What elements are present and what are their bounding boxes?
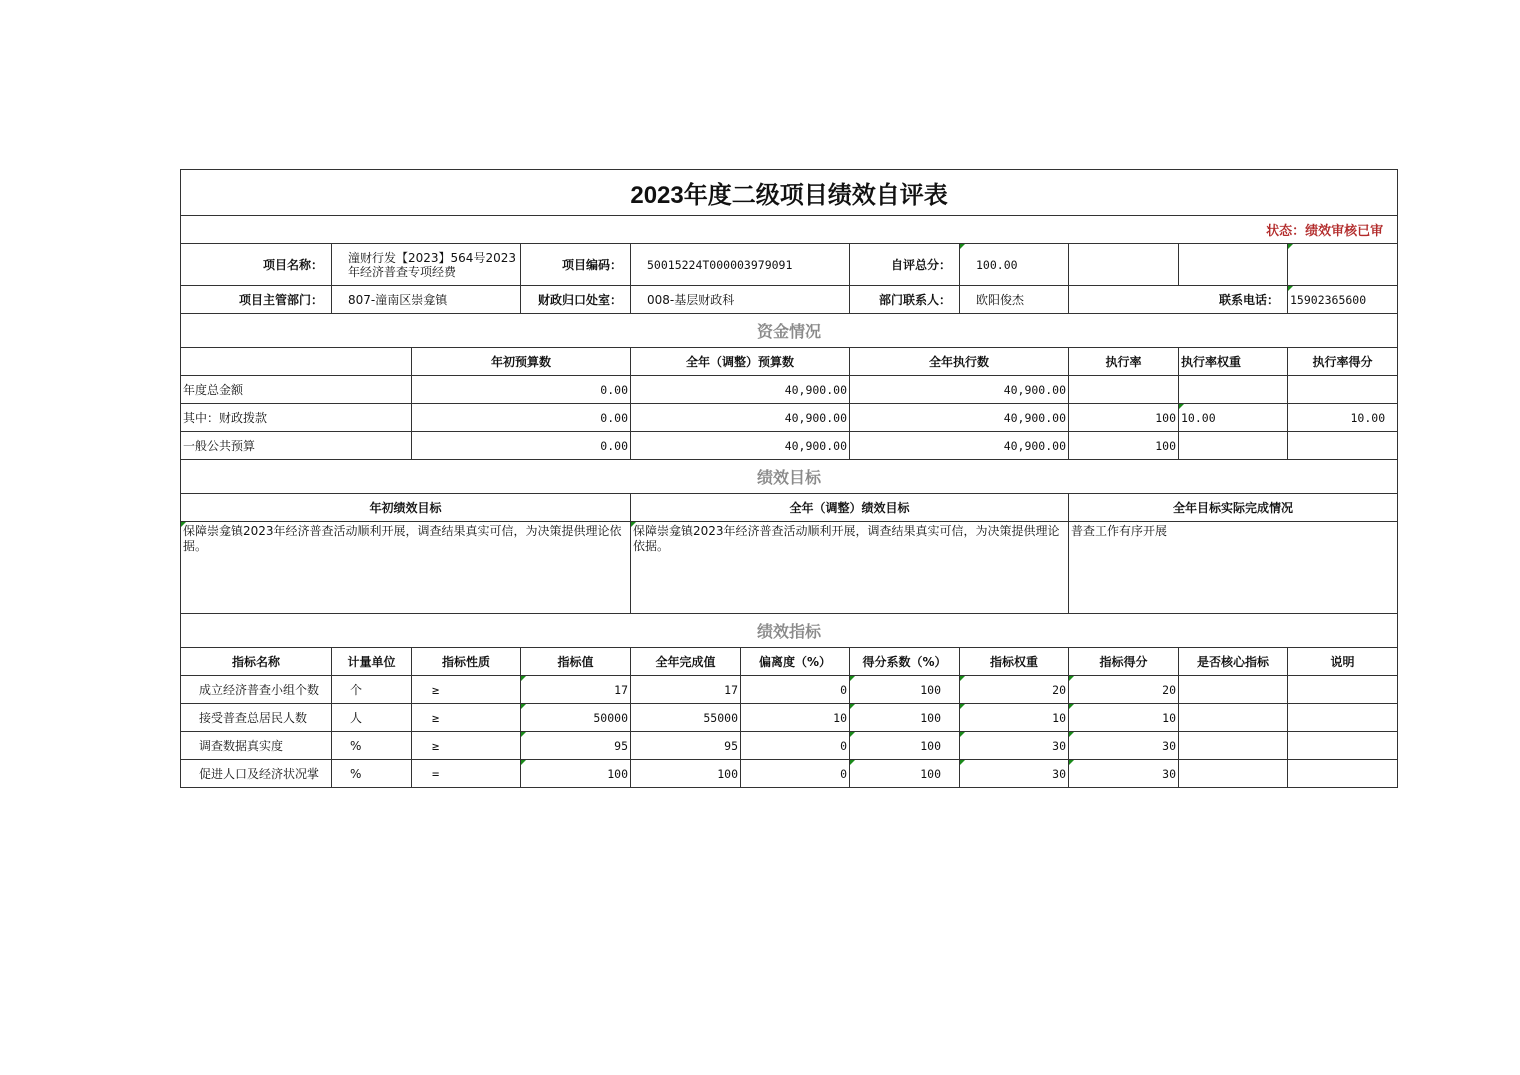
indicator-header: 是否核心指标: [1179, 648, 1288, 676]
table-row: [181, 732, 1398, 760]
table-row: [181, 376, 1398, 404]
funds-row-label: 其中：财政拨款: [181, 404, 412, 432]
indicator-core: [1179, 704, 1288, 732]
indicator-actual: 55000: [631, 704, 741, 732]
table-row: [181, 404, 1398, 432]
finance-office-label: 财政归口处室：: [521, 286, 631, 314]
indicator-header: 全年完成值: [631, 648, 741, 676]
funds-row-label: 年度总金额: [181, 376, 412, 404]
indicator-coef: 100: [850, 676, 960, 704]
status-badge: 状态：绩效审核已审: [181, 216, 1398, 244]
indicator-coef: 100: [850, 704, 960, 732]
indicator-nature: =: [412, 760, 521, 788]
indicator-nature: ≥: [412, 676, 521, 704]
indicator-unit: %: [332, 760, 412, 788]
funds-adjusted: 40,900.00: [631, 404, 850, 432]
funds-adjusted: 40,900.00: [631, 432, 850, 460]
funds-header: 执行率得分: [1288, 348, 1398, 376]
funds-initial: 0.00: [412, 404, 631, 432]
indicator-deviation: 0: [741, 732, 850, 760]
indicator-score: 30: [1069, 732, 1179, 760]
indicator-core: [1179, 676, 1288, 704]
funds-adjusted: 40,900.00: [631, 376, 850, 404]
goal-initial-text: 保障崇龛镇2023年经济普查活动顺利开展，调查结果真实可信，为决策提供理论依据。: [181, 522, 631, 614]
empty-cell: [1179, 244, 1288, 286]
funds-weight: [1179, 376, 1288, 404]
indicator-header: 指标性质: [412, 648, 521, 676]
evaluation-sheet: [180, 169, 1397, 788]
funds-header: 全年执行数: [850, 348, 1069, 376]
indicator-name: 成立经济普查小组个数: [181, 676, 332, 704]
indicator-header: 计量单位: [332, 648, 412, 676]
funds-rate: [1069, 376, 1179, 404]
indicator-target: 17: [521, 676, 631, 704]
goals-header: 全年（调整）绩效目标: [631, 494, 1069, 522]
funds-header: 执行率权重: [1179, 348, 1288, 376]
indicator-target: 95: [521, 732, 631, 760]
indicator-core: [1179, 732, 1288, 760]
funds-initial: 0.00: [412, 432, 631, 460]
indicator-score: 20: [1069, 676, 1179, 704]
phone-value: 15902365600: [1288, 286, 1398, 314]
funds-score: 10.00: [1288, 404, 1398, 432]
total-score-label: 自评总分：: [850, 244, 960, 286]
indicator-coef: 100: [850, 732, 960, 760]
indicator-unit: 个: [332, 676, 412, 704]
indicator-header: 偏离度（%）: [741, 648, 850, 676]
indicator-header: 指标得分: [1069, 648, 1179, 676]
indicator-score: 30: [1069, 760, 1179, 788]
funds-header: 执行率: [1069, 348, 1179, 376]
indicator-nature: ≥: [412, 732, 521, 760]
indicator-deviation: 0: [741, 676, 850, 704]
goal-adjusted-text: 保障崇龛镇2023年经济普查活动顺利开展，调查结果真实可信，为决策提供理论依据。: [631, 522, 1069, 614]
indicator-deviation: 10: [741, 704, 850, 732]
table-row: [181, 704, 1398, 732]
table-row: [181, 432, 1398, 460]
funds-header-blank: [181, 348, 412, 376]
indicator-weight: 20: [960, 676, 1069, 704]
project-code-value: 50015224T000003979091: [631, 244, 850, 286]
indicator-note: [1288, 732, 1398, 760]
funds-section-title: 资金情况: [181, 314, 1398, 348]
indicator-target: 50000: [521, 704, 631, 732]
indicator-header: 指标权重: [960, 648, 1069, 676]
dept-value: 807-潼南区崇龛镇: [332, 286, 521, 314]
empty-cell: [1288, 244, 1398, 286]
funds-header: 年初预算数: [412, 348, 631, 376]
indicator-weight: 10: [960, 704, 1069, 732]
indicator-note: [1288, 704, 1398, 732]
empty-cell: [1069, 244, 1179, 286]
indicator-unit: 人: [332, 704, 412, 732]
funds-rate: 100: [1069, 404, 1179, 432]
project-name-value: 潼财行发【2023】564号2023年经济普查专项经费: [332, 244, 521, 286]
project-name-label: 项目名称：: [181, 244, 332, 286]
goals-header: 全年目标实际完成情况: [1069, 494, 1398, 522]
funds-row-label: 一般公共预算: [181, 432, 412, 460]
indicator-header: 指标名称: [181, 648, 332, 676]
funds-executed: 40,900.00: [850, 404, 1069, 432]
indicator-weight: 30: [960, 732, 1069, 760]
indicators-section-title: 绩效指标: [181, 614, 1398, 648]
funds-executed: 40,900.00: [850, 432, 1069, 460]
page-title: 2023年度二级项目绩效自评表: [181, 170, 1398, 216]
indicator-header: 说明: [1288, 648, 1398, 676]
evaluation-table: [180, 169, 1398, 788]
indicator-target: 100: [521, 760, 631, 788]
indicator-weight: 30: [960, 760, 1069, 788]
indicator-score: 10: [1069, 704, 1179, 732]
funds-rate: 100: [1069, 432, 1179, 460]
indicator-coef: 100: [850, 760, 960, 788]
indicator-actual: 95: [631, 732, 741, 760]
table-row: [181, 676, 1398, 704]
indicator-header: 得分系数（%）: [850, 648, 960, 676]
indicator-unit: %: [332, 732, 412, 760]
contact-value: 欧阳俊杰: [960, 286, 1069, 314]
indicator-name: 接受普查总居民人数: [181, 704, 332, 732]
indicator-name: 促进人口及经济状况掌: [181, 760, 332, 788]
phone-label: 联系电话：: [1069, 286, 1288, 314]
indicator-deviation: 0: [741, 760, 850, 788]
indicator-note: [1288, 760, 1398, 788]
total-score-value: 100.00: [960, 244, 1069, 286]
contact-label: 部门联系人：: [850, 286, 960, 314]
indicator-nature: ≥: [412, 704, 521, 732]
table-row: [181, 760, 1398, 788]
funds-score: [1288, 432, 1398, 460]
goals-header: 年初绩效目标: [181, 494, 631, 522]
dept-label: 项目主管部门：: [181, 286, 332, 314]
indicator-name: 调查数据真实度: [181, 732, 332, 760]
funds-executed: 40,900.00: [850, 376, 1069, 404]
finance-office-value: 008-基层财政科: [631, 286, 850, 314]
funds-header: 全年（调整）预算数: [631, 348, 850, 376]
funds-weight: [1179, 432, 1288, 460]
funds-score: [1288, 376, 1398, 404]
funds-weight: 10.00: [1179, 404, 1288, 432]
indicator-note: [1288, 676, 1398, 704]
indicator-actual: 100: [631, 760, 741, 788]
indicator-core: [1179, 760, 1288, 788]
funds-initial: 0.00: [412, 376, 631, 404]
goals-section-title: 绩效目标: [181, 460, 1398, 494]
project-code-label: 项目编码：: [521, 244, 631, 286]
indicator-header: 指标值: [521, 648, 631, 676]
goal-actual-text: 普查工作有序开展: [1069, 522, 1398, 614]
indicator-actual: 17: [631, 676, 741, 704]
